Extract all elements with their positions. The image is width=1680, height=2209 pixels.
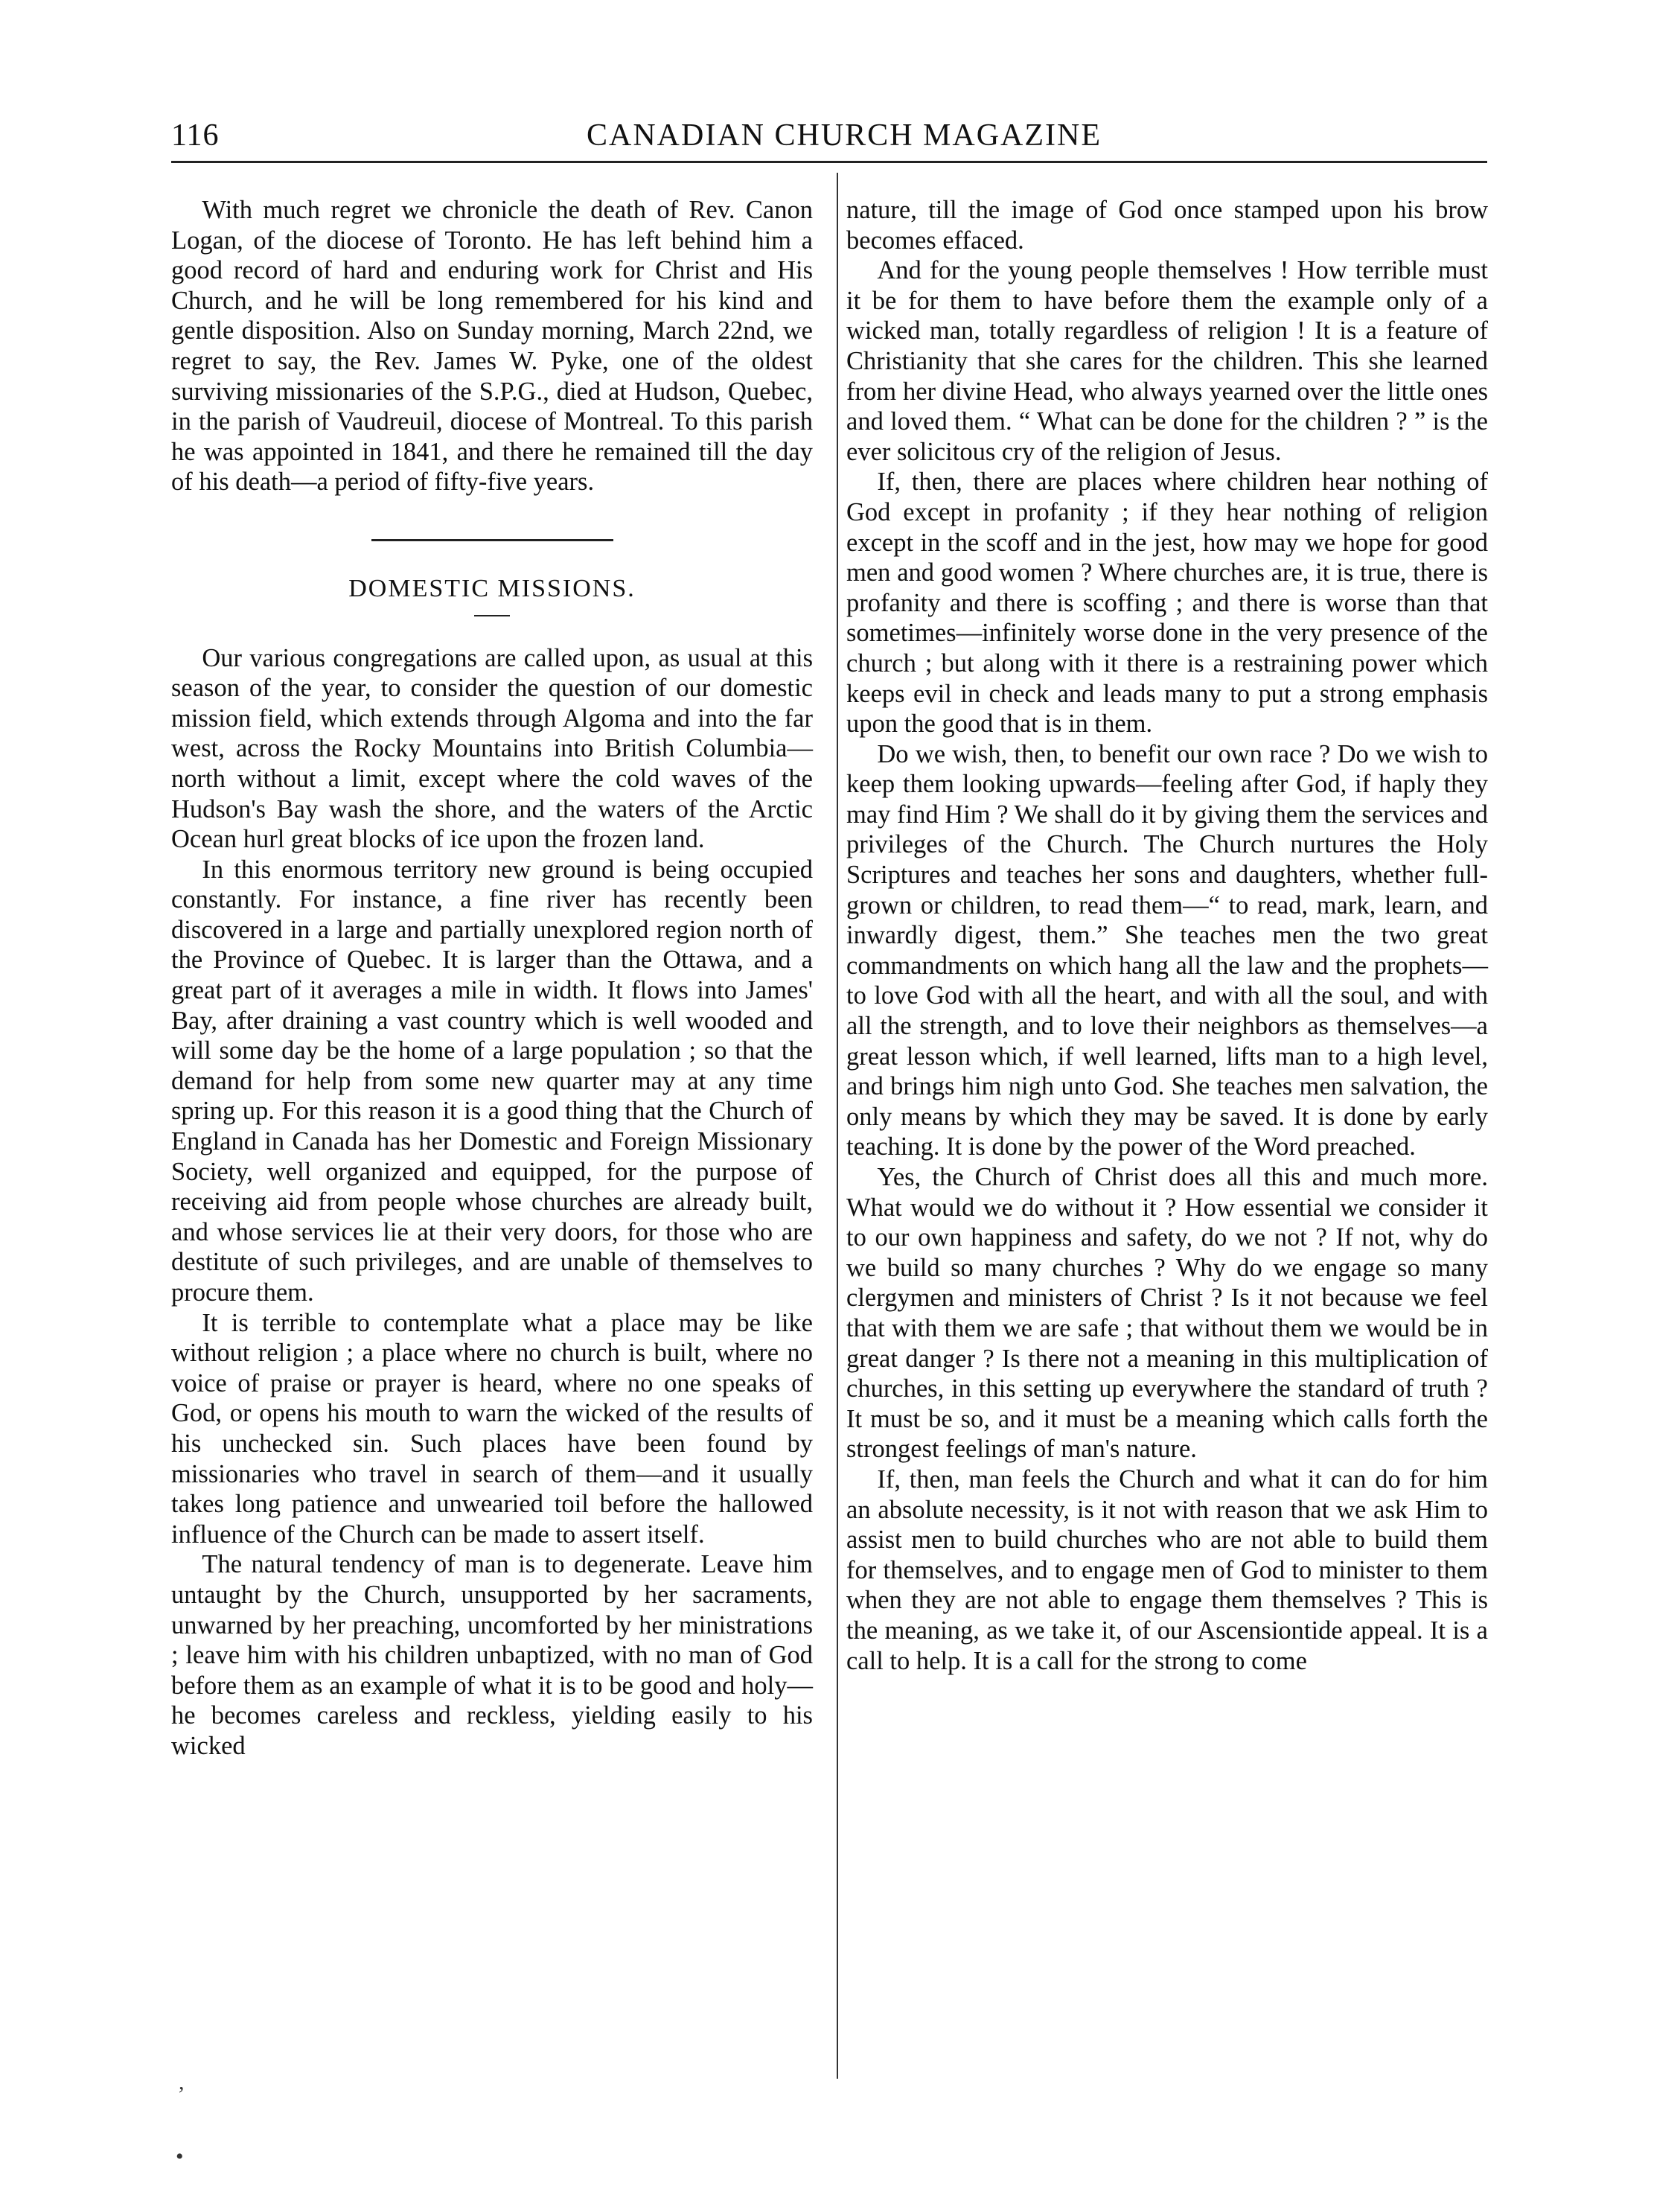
paragraph: And for the young people themselves ! How terrible must it be for them to have before them the example only of a wicked man, totally regardless of religion ! It is a feature of Christianity that she cares for the children. This she learned from her divine Head, who always yearned over the little ones and loved them. “ What can be done for the children ? ” is the ever solicitous cry of the religion of Jesus. — [846, 256, 1488, 466]
header-rule — [171, 161, 1487, 163]
running-head: CANADIAN CHURCH MAGAZINE — [587, 118, 1102, 153]
paragraph: If, then, man feels the Church and what it can do for him an absolute necessity, is it not with reason that we ask Him to assist men to build churches who are not able to build them for themselves, and to engage men of God to minister to them when they are not able to engage them themselves ? This is the meaning, as we take it, of our Ascensiontide appeal. It is a call to help. It is a call for the strong to come — [846, 1464, 1488, 1675]
title-underline — [474, 615, 510, 616]
paragraph: If, then, there are places where children hear nothing of God except in profanity ; if they hear nothing of religion except in the scoff and in the jest, how may we hope for good men and good women ? Where churches are, it is true, there is profanity and there is scoffing ; and there is worse than that sometimes—infinitely worse done in the very presence of the church ; but along with it there is a restraining power which keeps evil in check and leads many to put a strong emphasis upon the good that is in them. — [846, 468, 1488, 739]
paragraph: Our various congregations are called upon, as usual at this season of the year, to consider the question of our domestic mission field, which extends through Algoma and into the far west, across the Rocky Mountains into British Columbia—north without a limit, except where the cold waves of the Hudson's Bay wash the shore, and the waters of the Arctic Ocean hurl great blocks of ice upon the frozen land. — [171, 643, 813, 854]
print-speck: • — [176, 2144, 184, 2169]
paragraph: It is terrible to contemplate what a place may be like without religion ; a place where no church is built, where no voice of praise or prayer is heard, where no one speaks of God, or opens his mouth to warn the wicked of the results of his unchecked sin. Such places have been found by missionaries who travel in search of them—and it usually takes long patience and unwearied toil before the hallowed influence of the Church can be made to assert itself. — [171, 1308, 813, 1549]
paragraph: Yes, the Church of Christ does all this and much more. What would we do without it ? How essential we consider it to our own happiness and safety, do we not ? If not, why do we build so many churches ? Why do we engage so many clergymen and ministers of Christ ? Is it not because we feel that with them we are safe ; that without them we would be in great danger ? Is there not a meaning in this multiplication of churches, in this setting up everywhere the standard of truth ? It must be so, and it must be a meaning which calls forth the strongest feelings of man's nature. — [846, 1163, 1488, 1464]
right-column — [846, 195, 1488, 1676]
section-title: DOMESTIC MISSIONS. — [348, 574, 636, 602]
paragraph: Do we wish, then, to benefit our own race ? Do we wish to keep them looking upwards—feeling after God, if haply they may find Him ? We shall do it by giving them the services and privileges of the Church. The Church nurtures the Holy Scriptures and teaches her sons and daughters, whether full-grown or children, to read them—“ to read, mark, learn, and inwardly digest, them.” She teaches men the two great commandments on which hang all the law and the prophets—to love God with all the heart, and with all the soul, and with all the strength, and to love their neighbors as themselves—a great lesson which, if well learned, lifts man to a high level, and brings him nigh unto God. She teaches men salvation, the only means by which they may be saved. It is done by early teaching. It is done by the power of the Word preached. — [846, 739, 1488, 1161]
paragraph: The natural tendency of man is to degenerate. Leave him untaught by the Church, unsupported by her sacraments, unwarned by her preaching, uncomforted by her ministrations ; leave him with his children unbaptized, with no man of God before them as an example of what it is to be good and holy—he becomes careless and reckless, yielding easily to his wicked — [171, 1550, 813, 1760]
continued-paragraph: nature, till the image of God once stamped upon his brow becomes effaced. — [846, 196, 1488, 255]
section-divider — [371, 539, 613, 541]
column-divider — [837, 173, 838, 2079]
print-speck: , — [179, 2070, 185, 2094]
page-number: 116 — [171, 118, 220, 153]
obituary-paragraph: With much regret we chronicle the death of Rev. Canon Logan, of the diocese of Toronto. He has left behind him a good record of hard and enduring work for Christ and His Church, and he will be long remembered for his kind and gentle disposition. Also on Sunday morning, March 22nd, we regret to say, the Rev. James W. Pyke, one of the oldest surviving missionaries of the S.P.G., died at Hudson, Quebec, in the parish of Vaudreuil, diocese of Montreal. To this parish he was appointed in 1841, and there he remained till the day of his death—a period of fifty-five years. — [171, 196, 813, 497]
paragraph: In this enormous territory new ground is being occupied constantly. For instance, a fine river has recently been discovered in a large and partially unexplored region north of the Province of Quebec. It is larger than the Ottawa, and a great part of it averages a mile in width. It flows into James' Bay, after draining a vast country which is well wooded and will some day be the home of a large population ; so that the demand for help from some new quarter may at any time spring up. For this reason it is a good thing that the Church of England in Canada has her Domestic and Foreign Missionary Society, well organized and equipped, for the purpose of receiving aid from people whose churches are already built, and whose services lie at their very doors, for those who are destitute of such privileges, and are unable of themselves to procure them. — [171, 855, 813, 1307]
left-column — [171, 195, 813, 1762]
